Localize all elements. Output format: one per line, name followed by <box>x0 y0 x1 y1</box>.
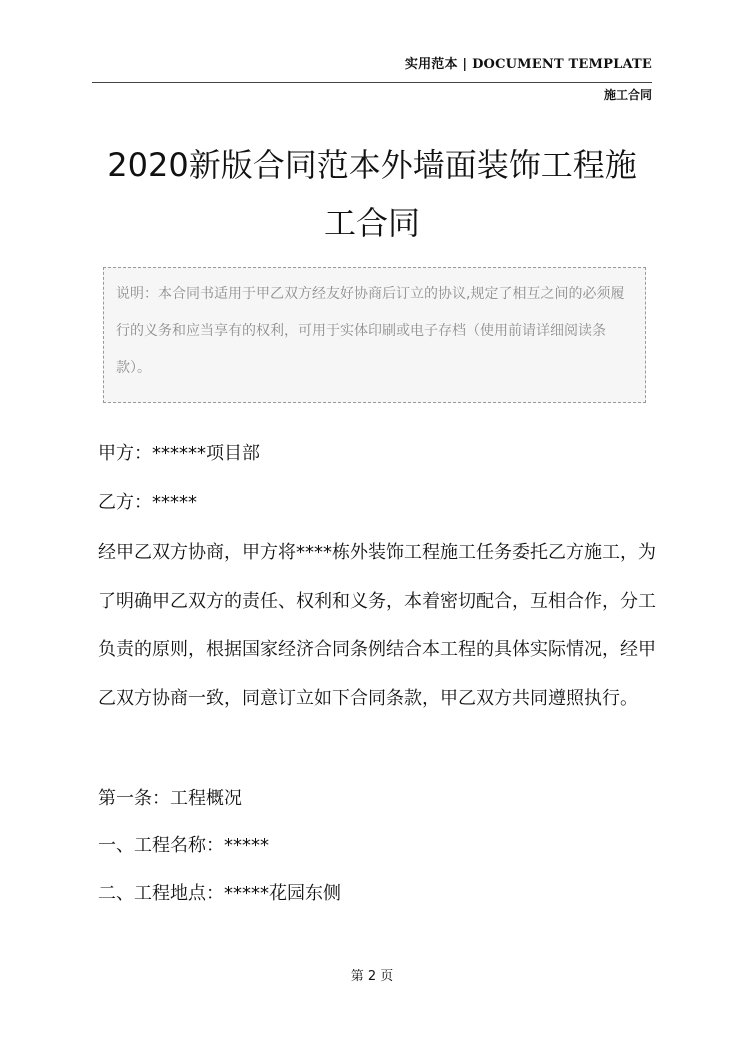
page-number: 第 2 页 <box>350 969 394 984</box>
intro-paragraph: 经甲乙双方协商，甲方将****栋外装饰工程施工任务委托乙方施工，为了明确甲乙双方的责任、权利和义务，本着密切配合，互相合作，分工负责的原则，根据国家经济合同条例结合本工程的具体实际情况，经甲乙双方协商一致，同意订立如下合同条款，甲乙双方共同遵照执行。 <box>98 542 656 709</box>
document-title: 2020新版合同范本外墙面装饰工程施工合同 <box>107 146 637 242</box>
project-location-line: 二、工程地点：*****花园东侧 <box>98 883 341 904</box>
note-text: 说明：本合同书适用于甲乙双方经友好协商后订立的协议,规定了相互之间的必须履行的义务和应当享有的权利，可用于实体印刷或电子存档（使用前请详细阅读条款）。 <box>116 286 625 376</box>
header-divider <box>92 82 652 83</box>
project-name-line: 一、工程名称：***** <box>98 835 269 856</box>
header-category: 施工合同 <box>603 88 652 102</box>
party-a: 甲方：******项目部 <box>98 443 260 464</box>
note-box <box>103 267 646 403</box>
header-template-label: 实用范本 | DOCUMENT TEMPLATE <box>404 57 652 72</box>
party-b: 乙方：***** <box>98 492 197 513</box>
article-heading: 第一条：工程概况 <box>98 788 242 809</box>
